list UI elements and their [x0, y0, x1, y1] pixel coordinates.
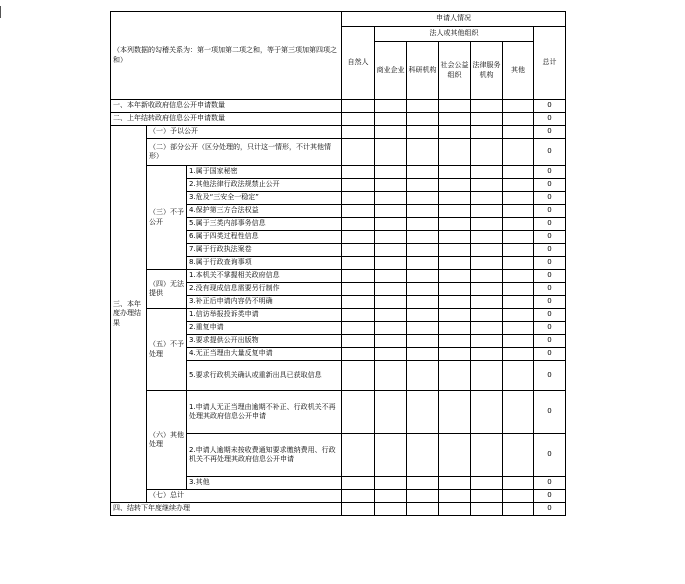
total-value: 0	[534, 309, 566, 322]
total-value: 0	[534, 257, 566, 270]
row-label: 二、上年结转政府信息公开申请数量	[111, 113, 342, 126]
row-label: 1.信访举报投诉类申请	[187, 309, 342, 322]
row-label: 3.要求提供公开出版物	[187, 335, 342, 348]
total-value: 0	[534, 434, 566, 477]
header-social-public: 社会公益组织	[439, 42, 471, 100]
row-label: （七）总计	[147, 490, 342, 503]
row-label: 2.重复申请	[187, 322, 342, 335]
row-label: 6.属于四类过程性信息	[187, 231, 342, 244]
row-label: 1.属于国家秘密	[187, 166, 342, 179]
row-label: （二）部分公开（区分处理的，只计这一情形，不计其他情形）	[147, 139, 342, 166]
row-label: （六）其他处理	[147, 391, 187, 490]
total-value: 0	[534, 179, 566, 192]
header-legal-group: 法人或其他组织	[375, 27, 534, 42]
row-label: 四、结转下年度继续办理	[111, 503, 342, 516]
total-value: 0	[534, 139, 566, 166]
total-value: 0	[534, 244, 566, 257]
total-value: 0	[534, 503, 566, 516]
header-other: 其他	[503, 42, 534, 100]
row-label: 7.属于行政执法案卷	[187, 244, 342, 257]
total-value: 0	[534, 322, 566, 335]
total-value: 0	[534, 231, 566, 244]
header-commercial: 商业企业	[375, 42, 407, 100]
row-label: 3.补正后申请内容仍不明确	[187, 296, 342, 309]
row-label: 4.保护第三方合法权益	[187, 205, 342, 218]
government-info-disclosure-table	[110, 11, 566, 516]
header-research: 科研机构	[407, 42, 439, 100]
row-label: （一）予以公开	[147, 126, 342, 139]
total-value: 0	[534, 477, 566, 490]
row-label: （五）不予处理	[147, 309, 187, 391]
header-applicant-situation: 申请人情况	[342, 12, 566, 27]
row-label: 三、本年度办理结果	[111, 126, 147, 503]
row-label: 1.申请人无正当理由逾期不补正、行政机关不再处理其政府信息公开申请	[187, 391, 342, 434]
row-label: 3.危及“三安全一稳定”	[187, 192, 342, 205]
header-total: 总计	[534, 27, 566, 100]
row-label: （三）不予公开	[147, 166, 187, 270]
window-edge-mark	[0, 6, 1, 18]
header-legal-service: 法律服务机构	[471, 42, 503, 100]
total-value: 0	[534, 100, 566, 113]
total-value: 0	[534, 126, 566, 139]
row-label: 8.属于行政查询事项	[187, 257, 342, 270]
row-label: 4.无正当理由大量反复申请	[187, 348, 342, 361]
total-value: 0	[534, 296, 566, 309]
total-value: 0	[534, 218, 566, 231]
total-value: 0	[534, 391, 566, 434]
row-label: 2.没有现成信息需要另行制作	[187, 283, 342, 296]
total-value: 0	[534, 270, 566, 283]
header-note: （本列数据的勾稽关系为：第一项加第二项之和，等于第三项加第四项之和）	[111, 12, 342, 100]
row-label: 5.属于三类内部事务信息	[187, 218, 342, 231]
total-value: 0	[534, 361, 566, 391]
total-value: 0	[534, 205, 566, 218]
total-value: 0	[534, 490, 566, 503]
row-label: 2.其他法律行政法规禁止公开	[187, 179, 342, 192]
header-natural-person: 自然人	[342, 27, 375, 100]
row-label: 1.本机关不掌握相关政府信息	[187, 270, 342, 283]
row-label: 5.要求行政机关确认或重新出具已获取信息	[187, 361, 342, 391]
total-value: 0	[534, 348, 566, 361]
row-label: 一、本年新收政府信息公开申请数量	[111, 100, 342, 113]
row-label: （四）无法提供	[147, 270, 187, 309]
row-label: 2.申请人逾期未按收费通知要求缴纳费用、行政机关不再处理其政府信息公开申请	[187, 434, 342, 477]
total-value: 0	[534, 166, 566, 179]
row-label: 3.其他	[187, 477, 342, 490]
total-value: 0	[534, 283, 566, 296]
total-value: 0	[534, 113, 566, 126]
total-value: 0	[534, 335, 566, 348]
total-value: 0	[534, 192, 566, 205]
